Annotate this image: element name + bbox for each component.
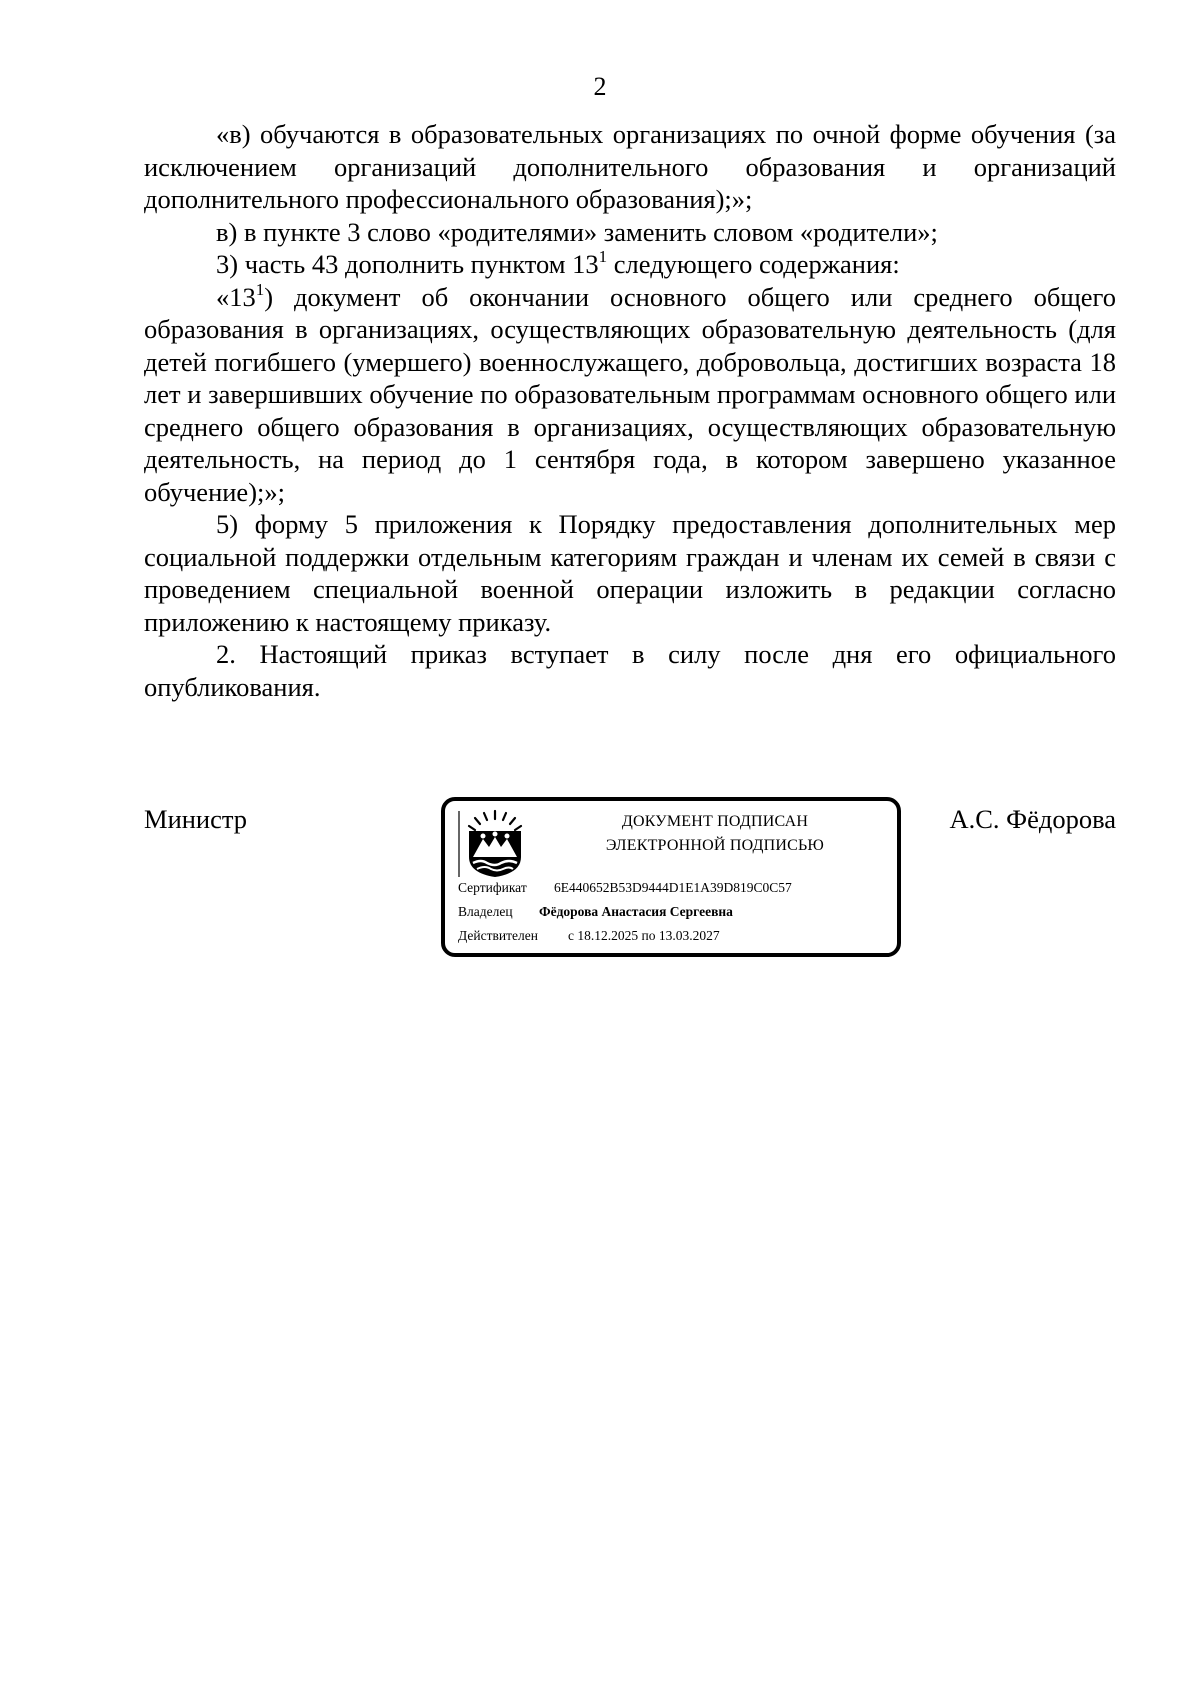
paragraph-4-text: «13 xyxy=(216,281,256,312)
paragraph-2: в) в пункте 3 слово «родителями» заменить словом «родители»; xyxy=(216,216,938,247)
page-number: 2 xyxy=(593,72,607,101)
stamp-certificate-value: 6E440652B53D9444D1E1A39D819C0C57 xyxy=(554,880,792,895)
stamp-title-line-2: ЭЛЕКТРОННОЙ ПОДПИСЬЮ xyxy=(605,837,825,854)
paragraph-3-text: 3) часть 43 дополнить пунктом 13 xyxy=(216,249,599,279)
paragraph-3-text-end: следующего содержания: xyxy=(607,249,900,279)
stamp-certificate-label: Сертификат xyxy=(458,880,527,895)
paragraph-1: «в) обучаются в образовательных организациях по очной форме обучения (за исключением организаций дополнительного образования и организаций дополнительного профессионального образования);»; xyxy=(144,119,1116,214)
paragraph-3-superscript: 1 xyxy=(598,247,608,266)
paragraph-3 xyxy=(144,248,1116,281)
stamp-title-line-1: ДОКУМЕНТ ПОДПИСАН xyxy=(621,813,809,830)
stamp-owner-row xyxy=(458,903,733,921)
document-body xyxy=(144,118,1116,703)
paragraph-4-text-end: ) документ об окончании основного общего или среднего общего образования в организациях, осуществляющих образовательную деятельность (для детей погибшего (умершего) военнослужащего, добровольца, достигших возраста 18 лет и завершивших обучение по образовательным программам основного общего или среднего общего образования в организациях, осуществляющих образовательную деятельность, на период до 1 сентября года, в котором завершено указанное обучение);»; xyxy=(144,281,1116,507)
stamp-valid-label: Действителен xyxy=(458,928,538,943)
kamchatka-coat-of-arms-icon xyxy=(457,807,527,879)
stamp-title xyxy=(565,810,865,858)
signatory-name: А.С. Фёдорова xyxy=(949,804,1116,834)
paragraph-4 xyxy=(144,281,1116,509)
paragraph-5: 5) форму 5 приложения к Порядку предоставления дополнительных мер социальной поддержки отдельным категориям граждан и членам их семей в связи с проведением специальной военной операции изложить в редакции согласно приложению к настоящему приказу. xyxy=(144,509,1116,637)
paragraph-6: 2. Настоящий приказ вступает в силу после дня его официального опубликования. xyxy=(144,639,1116,702)
paragraph-4-superscript: 1 xyxy=(255,279,265,299)
stamp-owner-value: Фёдорова Анастасия Сергеевна xyxy=(539,904,733,919)
stamp-certificate-row xyxy=(458,879,792,897)
stamp-owner-label: Владелец xyxy=(458,904,513,919)
signatory-position: Министр xyxy=(144,804,248,834)
stamp-valid-value: с 18.12.2025 по 13.03.2027 xyxy=(568,928,720,943)
stamp-valid-row xyxy=(458,927,720,945)
electronic-signature-stamp xyxy=(441,797,901,957)
